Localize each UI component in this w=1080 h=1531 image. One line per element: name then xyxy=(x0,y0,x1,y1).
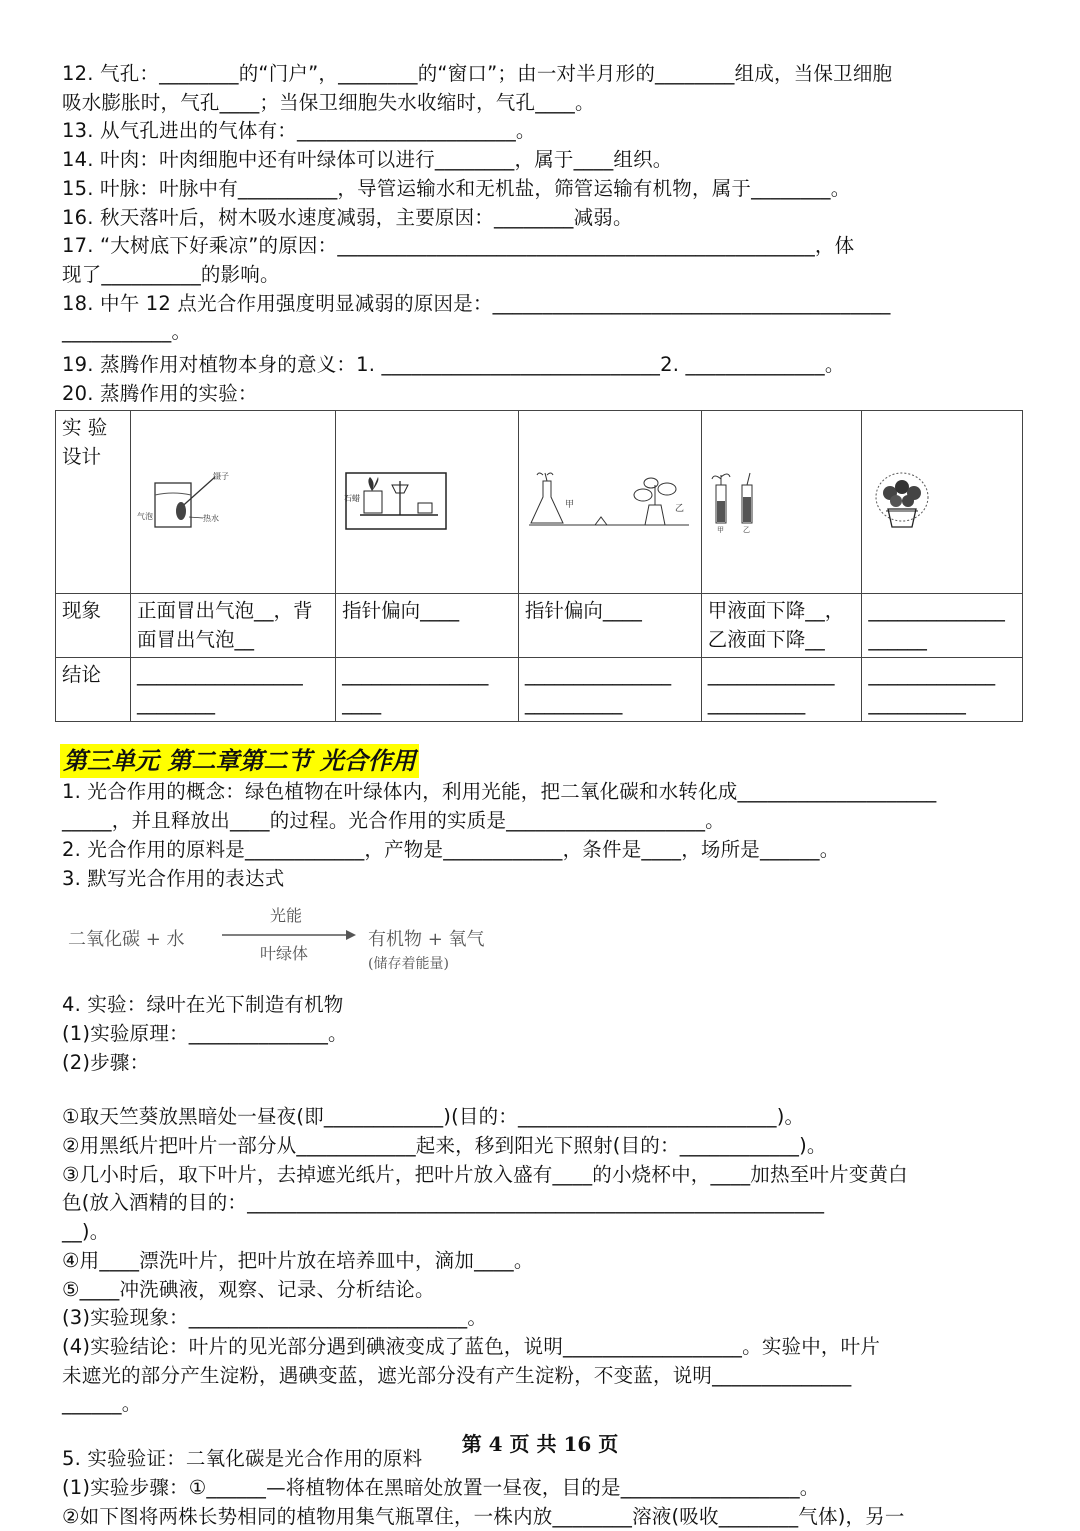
question-line: 13. 从气孔进出的气体有：______________________。 xyxy=(62,117,1022,146)
step-line: (3)实验现象：____________________________。 xyxy=(62,1304,1022,1333)
table-row-design xyxy=(56,411,1023,594)
photosynthesis-block-3 xyxy=(62,1103,1022,1419)
question-line: 12. 气孔：________的“门户”，________的“窗口”；由一对半月形的________组成，当保卫细胞 xyxy=(62,60,1022,89)
question-line: 18. 中午 12 点光合作用强度明显减弱的原因是：________________________________________ xyxy=(62,290,1022,319)
question-line: _____，并且释放出____的过程。光合作用的实质是____________________。 xyxy=(62,807,1022,836)
row-header-phenomenon: 现象 xyxy=(56,594,131,658)
conclusion-cell: _______________ __________ xyxy=(518,658,701,722)
fig2-label-wax: 石蜡 xyxy=(344,493,360,503)
question-line: 14. 叶肉：叶肉细胞中还有叶绿体可以进行________，属于____组织。 xyxy=(62,146,1022,175)
question-line: ②如下图将两株长势相同的植物用集气瓶罩住，一株内放________溶液(吸收________气体)，另一 xyxy=(62,1503,1022,1531)
step-line: ______。 xyxy=(62,1390,1022,1419)
question-line: ___________。 xyxy=(62,318,1022,347)
phenomenon-cell: 甲液面下降__， 乙液面下降__ xyxy=(701,594,862,658)
fig4-label-b: 乙 xyxy=(743,526,750,533)
fig3-label-a: 甲 xyxy=(565,499,574,510)
photosynthesis-block-4 xyxy=(62,1445,1022,1531)
conclusion-cell: _______________ ____ xyxy=(336,658,519,722)
question-line: 现了__________的影响。 xyxy=(62,261,1022,290)
question-line: 17. “大树底下好乘凉”的原因：________________________________________________，体 xyxy=(62,232,1022,261)
step-line: ③几小时后，取下叶片，去掉遮光纸片，把叶片放入盛有____的小烧杯中，____加热至叶片变黄白 xyxy=(62,1161,1022,1190)
phenomenon-cell: 指针偏向____ xyxy=(518,594,701,658)
step-line: ④用____漂洗叶片，把叶片放在培养皿中，滴加____。 xyxy=(62,1247,1022,1276)
question-line: (1)实验步骤：①______—将植物体在黑暗处放置一昼夜，目的是__________________。 xyxy=(62,1474,1022,1503)
potted-plant-figure xyxy=(868,471,1014,533)
questions-block-top xyxy=(62,60,1022,408)
row-header-conclusion: 结论 xyxy=(56,658,131,722)
step-line: (4)实验结论：叶片的见光部分遇到碘液变成了蓝色，说明__________________。实验中，叶片 xyxy=(62,1333,1022,1362)
question-line: 2. 光合作用的原料是____________，产物是____________，条件是____，场所是______。 xyxy=(62,836,1022,865)
equation-note: (储存着能量) xyxy=(368,953,449,973)
design-figure-1 xyxy=(131,411,336,594)
question-line: 5. 实验验证：二氧化碳是光合作用的原料 xyxy=(62,1445,1022,1474)
question-line: 3. 默写光合作用的表达式 xyxy=(62,865,1022,894)
section-title: 第三单元 第二章第二节 光合作用 xyxy=(60,744,419,778)
flask-balance-figure xyxy=(525,471,693,533)
question-line: 20. 蒸腾作用的实验： xyxy=(62,380,1022,409)
question-line: (2)步骤： xyxy=(62,1049,1022,1078)
question-line: 1. 光合作用的概念：绿色植物在叶绿体内，利用光能，把二氧化碳和水转化成____________________ xyxy=(62,778,1022,807)
table-row-conclusion xyxy=(56,658,1023,722)
equation-products: 有机物 + 氧气 xyxy=(368,925,485,951)
fig1-label-bubble: 气泡 xyxy=(137,511,153,521)
conclusion-cell: _________________ ________ xyxy=(131,658,336,722)
conclusion-cell: _____________ __________ xyxy=(701,658,862,722)
phenomenon-cell: ______________ ______ xyxy=(862,594,1023,658)
question-line: 19. 蒸腾作用对植物本身的意义：1. ____________________________2. ______________。 xyxy=(62,351,1022,380)
fig4-label-a: 甲 xyxy=(717,526,724,533)
phenomenon-cell: 指针偏向____ xyxy=(336,594,519,658)
equation-condition-light: 光能 xyxy=(270,903,302,926)
fig1-label-tweezers: 镊子 xyxy=(213,471,229,481)
step-line: 未遮光的部分产生淀粉，遇碘变蓝，遮光部分没有产生淀粉，不变蓝，说明______________ xyxy=(62,1362,1022,1391)
beaker-leaf-figure xyxy=(137,471,327,533)
question-line: 15. 叶脉：叶脉中有__________，导管运输水和无机盐，筛管运输有机物，属于________。 xyxy=(62,175,1022,204)
fig3-label-b: 乙 xyxy=(675,503,684,514)
design-figure-3 xyxy=(518,411,701,594)
equation-condition-chloroplast: 叶绿体 xyxy=(260,941,308,964)
design-figure-5 xyxy=(862,411,1023,594)
conclusion-cell: _____________ __________ xyxy=(862,658,1023,722)
photosynthesis-block-2 xyxy=(62,991,1022,1077)
question-line: 16. 秋天落叶后，树木吸水速度减弱，主要原因：________减弱。 xyxy=(62,204,1022,233)
test-tubes-figure xyxy=(708,471,854,533)
step-line: ①取天竺葵放黑暗处一昼夜(即____________)(目的：__________________________)。 xyxy=(62,1103,1022,1132)
table-row-phenomenon xyxy=(56,594,1023,658)
reaction-arrow-icon xyxy=(222,929,358,941)
question-line: (1)实验原理：______________。 xyxy=(62,1020,1022,1049)
photosynthesis-equation xyxy=(62,899,1022,991)
question-line: 4. 实验：绿叶在光下制造有机物 xyxy=(62,991,1022,1020)
question-line: 吸水膨胀时，气孔____；当保卫细胞失水收缩时，气孔____。 xyxy=(62,89,1022,118)
design-figure-4 xyxy=(701,411,862,594)
balance-plant-figure xyxy=(342,471,510,533)
step-line: ②用黑纸片把叶片一部分从____________起来，移到阳光下照射(目的：____________)。 xyxy=(62,1132,1022,1161)
photosynthesis-block-1 xyxy=(62,778,1022,893)
fig1-label-hotwater: 热水 xyxy=(203,513,219,523)
row-header-design: 实 验 设计 xyxy=(56,411,131,594)
step-line: ⑤____冲洗碘液，观察、记录、分析结论。 xyxy=(62,1276,1022,1305)
transpiration-experiment-table xyxy=(55,410,1023,722)
page-number-footer: 第 4 页 共 16 页 xyxy=(0,1428,1080,1457)
phenomenon-cell: 正面冒出气泡__，背 面冒出气泡__ xyxy=(131,594,336,658)
step-line: 色(放入酒精的目的：__________________________________________________________ xyxy=(62,1189,1022,1218)
design-figure-2 xyxy=(336,411,519,594)
worksheet-page xyxy=(62,60,1022,1531)
step-line: __)。 xyxy=(62,1218,1022,1247)
equation-reactants: 二氧化碳 + 水 xyxy=(68,925,185,951)
